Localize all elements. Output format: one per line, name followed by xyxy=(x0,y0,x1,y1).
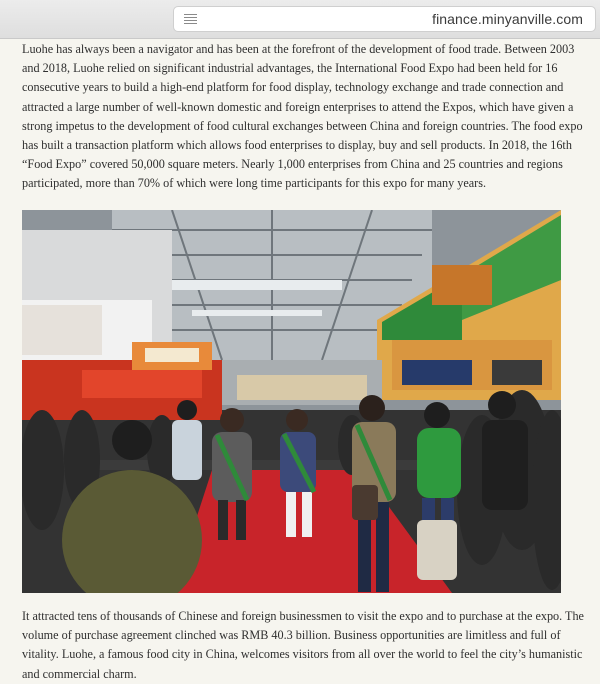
url-text[interactable]: finance.minyanville.com xyxy=(432,11,583,27)
article-paragraph-1: Luohe has always been a navigator and has been at the forefront of the development of food trade. Between 2003 and 2018, Luohe relied on significant industrial advantages, the International Food Expo had been held for 16 consecutive years to build a high-end platform for food display, technology exchange and trade connection and attracted a large number of well-known domestic and foreign enterprises to attend the Expos, which have given a strong impetus to the development of food cultural exchanges between China and foreign countries. The food expo has built a transaction platform which allows food enterprises to display, buy and sell products. In 2018, the 16th “Food Expo” covered 50,000 square meters. Nearly 1,000 enterprises from China and 25 countries and regions participated, more than 70% of which were long time participants for this expo for many years. xyxy=(22,42,583,191)
expo-photo xyxy=(22,210,561,593)
address-bar[interactable] xyxy=(173,6,596,32)
article-paragraph-2: It attracted tens of thousands of Chinese and foreign businessmen to visit the expo and to purchase at the expo. The volume of purchase agreement clinched was RMB 40.3 billion. Business opportunities are limitless and full of vitality. Luohe, a famous food city in China, welcomes visitors from all over the world to feel the city’s humanistic and commercial charm. xyxy=(22,609,584,681)
reader-view-icon[interactable] xyxy=(184,14,197,25)
article-body xyxy=(22,40,588,194)
browser-toolbar xyxy=(0,0,600,39)
